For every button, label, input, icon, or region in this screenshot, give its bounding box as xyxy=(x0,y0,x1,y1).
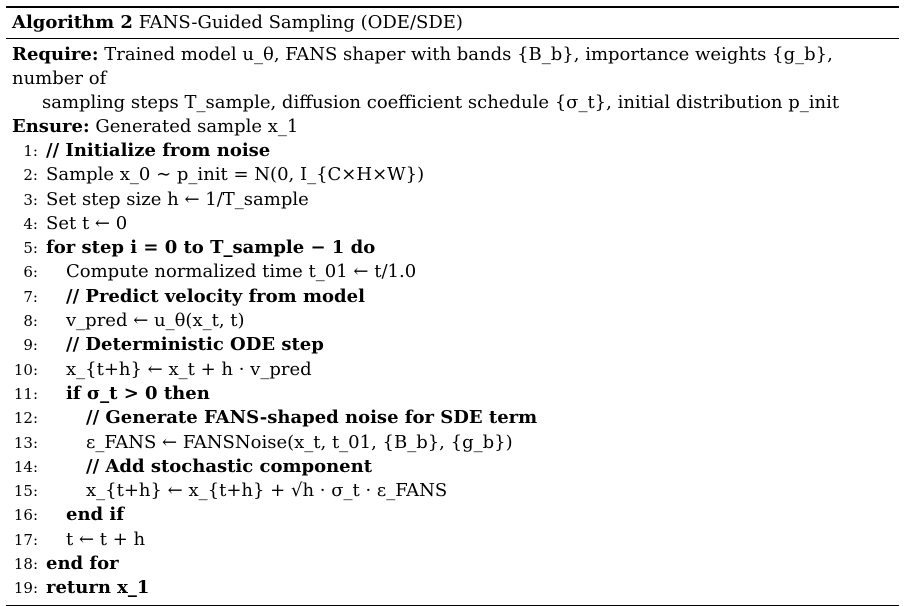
algorithm-title: FANS-Guided Sampling (ODE/SDE) xyxy=(138,12,463,33)
line-text: Sample x_0 ∼ p_init = N(0, I_{C×H×W}) xyxy=(46,164,425,186)
line-text: Set t ← 0 xyxy=(46,212,128,234)
line-text: Set step size h ← 1/T_sample xyxy=(46,188,309,210)
algorithm-block xyxy=(6,6,899,606)
line-text: // Add stochastic component xyxy=(86,455,373,477)
require-line-1: Trained model u_θ, FANS shaper with bands {B_b}, importance weights {g_b}, number of xyxy=(12,44,833,89)
step-line xyxy=(6,212,899,236)
require-keyword: Require: xyxy=(12,44,99,65)
line-number: 5: xyxy=(23,239,38,258)
header-rule xyxy=(6,38,899,39)
step-line xyxy=(6,479,899,503)
line-text: ε_FANS ← FANSNoise(x_t, t_01, {B_b}, {g_b}) xyxy=(86,431,513,453)
line-number: 6: xyxy=(23,263,38,282)
line-text: if σ_t > 0 then xyxy=(66,382,210,404)
ensure-text: Generated sample x_1 xyxy=(95,116,299,137)
line-number: 12: xyxy=(13,409,38,428)
algorithm-header xyxy=(6,8,899,38)
line-number: 17: xyxy=(13,530,38,549)
line-number: 7: xyxy=(23,287,38,306)
bottom-rule xyxy=(6,605,899,606)
line-number: 1: xyxy=(23,142,38,160)
step-line xyxy=(6,188,899,212)
line-number: 8: xyxy=(23,312,38,331)
step-line xyxy=(6,333,899,357)
step-line xyxy=(6,285,899,309)
step-line xyxy=(6,260,899,284)
line-number: 14: xyxy=(13,457,38,476)
step-line xyxy=(6,163,899,187)
step-line xyxy=(6,528,899,552)
require-block xyxy=(6,43,899,115)
line-text: return x_1 xyxy=(46,577,150,599)
step-line xyxy=(6,358,899,382)
line-number: 4: xyxy=(23,214,38,233)
line-text: t ← t + h xyxy=(66,528,146,550)
require-line-2: sampling steps T_sample, diffusion coefficient schedule {σ_t}, initial distribution p_init xyxy=(42,92,840,113)
algorithm-label: Algorithm 2 xyxy=(12,12,133,33)
algorithm-steps xyxy=(6,139,899,601)
line-number: 10: xyxy=(13,360,38,379)
line-text: v_pred ← u_θ(x_t, t) xyxy=(66,310,245,332)
step-line xyxy=(6,576,899,600)
step-line xyxy=(6,455,899,479)
ensure-block xyxy=(6,115,899,139)
line-text: x_{t+h} ← x_t + h · v_pred xyxy=(66,358,312,380)
step-line xyxy=(6,309,899,333)
line-text: end if xyxy=(66,504,124,526)
line-text: // Predict velocity from model xyxy=(66,285,365,307)
line-number: 16: xyxy=(13,506,38,525)
line-text: Compute normalized time t_01 ← t/1.0 xyxy=(66,261,417,283)
line-number: 11: xyxy=(13,384,38,403)
line-number: 19: xyxy=(13,579,38,598)
step-line xyxy=(6,552,899,576)
line-text: // Deterministic ODE step xyxy=(66,334,324,356)
line-text: // Generate FANS-shaped noise for SDE term xyxy=(86,407,538,429)
line-number: 2: xyxy=(23,166,38,185)
step-line xyxy=(6,503,899,527)
step-line xyxy=(6,431,899,455)
line-number: 13: xyxy=(13,433,38,452)
line-number: 15: xyxy=(13,482,38,501)
line-text: x_{t+h} ← x_{t+h} + √h · σ_t · ε_FANS xyxy=(86,480,448,502)
step-line xyxy=(6,406,899,430)
step-line xyxy=(6,236,899,260)
line-text: // Initialize from noise xyxy=(46,140,271,161)
line-number: 9: xyxy=(23,336,38,355)
line-text: for step i = 0 to T_sample − 1 do xyxy=(46,237,376,259)
line-text: end for xyxy=(46,553,119,575)
line-number: 3: xyxy=(23,190,38,209)
ensure-keyword: Ensure: xyxy=(12,116,90,137)
line-number: 18: xyxy=(13,555,38,574)
step-line xyxy=(6,382,899,406)
step-line xyxy=(6,139,899,163)
